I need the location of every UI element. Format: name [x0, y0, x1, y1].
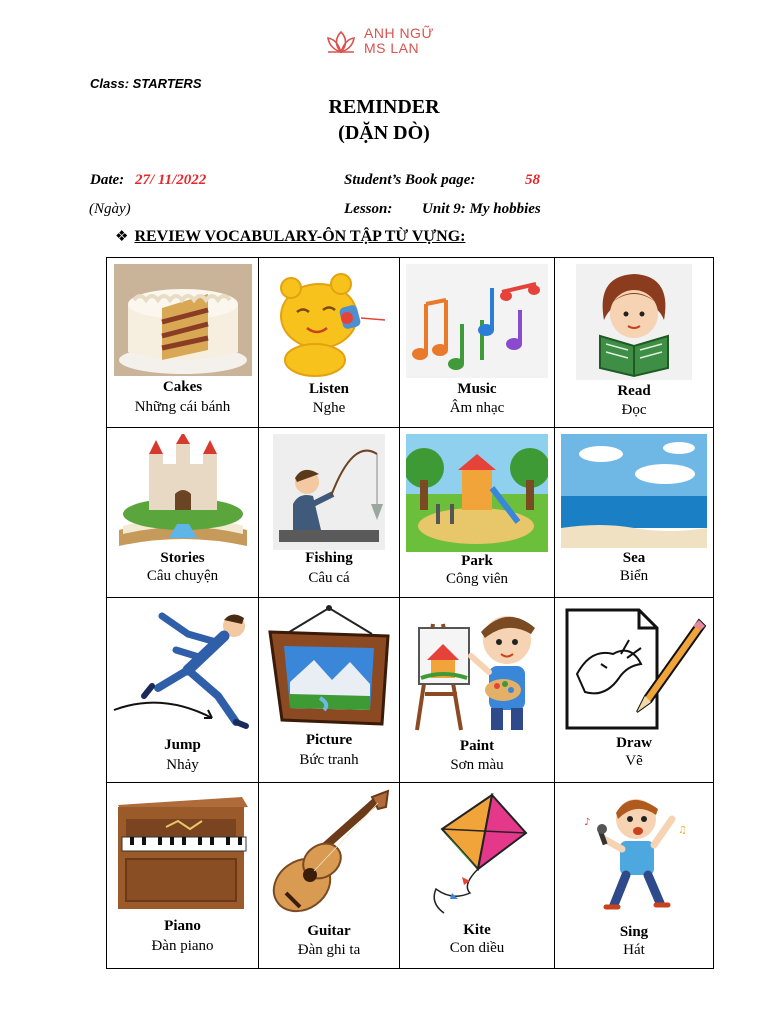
vocab-meaning: Nhảy: [166, 757, 199, 773]
vocabulary-table: [106, 257, 714, 969]
table-row: [107, 428, 714, 598]
vocab-meaning: Câu chuyện: [146, 568, 219, 584]
boy-painting-icon: [407, 604, 547, 736]
vocab-word: Kite: [463, 922, 491, 938]
music-notes-icon: [406, 264, 548, 378]
book-page-label: Student’s Book page:: [344, 172, 476, 188]
lotus-logo-icon: [324, 28, 358, 56]
vocab-cell-kite: [400, 783, 555, 969]
vocab-cell-music: [400, 258, 555, 428]
boy-singing-icon: [574, 789, 694, 919]
table-row: [107, 598, 714, 783]
vocab-cell-sea: [555, 428, 714, 598]
guitar-icon: [264, 789, 394, 919]
piano-icon: [112, 789, 254, 917]
listening-character-icon: [261, 264, 397, 378]
vocab-word: Paint: [459, 738, 495, 754]
svg-text:♫: ♫: [678, 825, 687, 836]
vocab-meaning: Đọc: [621, 402, 647, 418]
vocab-meaning: Biển: [619, 568, 649, 584]
svg-text:♪: ♪: [584, 817, 591, 828]
vocab-cell-picture: [259, 598, 400, 783]
vocab-word: Music: [457, 381, 497, 397]
vocab-meaning: Câu cá: [308, 570, 350, 586]
vocab-cell-stories: [107, 428, 259, 598]
vocab-meaning: Nghe: [312, 400, 346, 416]
man-jumping-icon: [112, 604, 254, 734]
review-heading: [115, 227, 465, 246]
brand-line-1: ANH NGỮ: [364, 25, 434, 41]
storybook-castle-icon: [113, 434, 253, 548]
pencil-drawing-icon: [561, 604, 707, 732]
playground-park-icon: [406, 434, 548, 552]
book-page-value: 58: [525, 172, 540, 188]
vocab-meaning: Những cái bánh: [134, 399, 231, 415]
vocab-cell-read: [555, 258, 714, 428]
vocab-cell-sing: [555, 783, 714, 969]
lesson-label: Lesson:: [344, 201, 393, 217]
vocab-word: Sea: [622, 550, 646, 566]
vocab-cell-guitar: [259, 783, 400, 969]
vocab-cell-cakes: [107, 258, 259, 428]
vocab-cell-listen: [259, 258, 400, 428]
vocab-meaning: Đàn piano: [151, 938, 214, 954]
lesson-value: Unit 9: My hobbies: [422, 201, 541, 217]
brand-logo: [324, 24, 454, 60]
date-label: Date:: [90, 172, 125, 188]
vocab-word: Read: [617, 383, 651, 399]
vocab-meaning: Sơn màu: [450, 757, 504, 773]
boy-fishing-icon: [273, 434, 385, 550]
diamond-bullet-icon: ❖: [115, 227, 129, 245]
vocab-cell-paint: [400, 598, 555, 783]
kite-icon: [422, 789, 532, 915]
vocab-meaning: Đàn ghi ta: [297, 942, 361, 958]
vocab-word: Sing: [619, 924, 649, 940]
vocab-word: Draw: [616, 735, 652, 751]
vocab-cell-park: [400, 428, 555, 598]
vocab-meaning: Bức tranh: [299, 752, 359, 768]
vocab-word: Park: [461, 553, 493, 569]
vocab-meaning: Công viên: [445, 571, 509, 587]
class-label: Class: STARTERS: [90, 76, 202, 91]
vocab-word: Stories: [160, 550, 205, 566]
vocab-cell-fishing: [259, 428, 400, 598]
vocab-word: Cakes: [162, 379, 203, 395]
table-row: [107, 258, 714, 428]
vocab-word: Listen: [308, 381, 349, 397]
vocab-word: Fishing: [305, 550, 353, 566]
title-line-1: REMINDER: [328, 96, 440, 118]
vocab-word: Picture: [305, 732, 353, 748]
girl-reading-book-icon: [576, 264, 692, 380]
cake-icon: [114, 264, 252, 376]
title-line-2: (DẶN DÒ): [338, 122, 430, 144]
vocab-cell-jump: [107, 598, 259, 783]
vocab-meaning: Con diều: [449, 940, 505, 956]
vocab-word: Piano: [164, 918, 201, 934]
vocab-cell-draw: [555, 598, 714, 783]
date-value: 27/ 11/2022: [135, 172, 207, 188]
vocab-word: Guitar: [307, 923, 351, 939]
brand-line-2: MS LAN: [364, 40, 420, 56]
date-vietnamese-label: (Ngày): [89, 201, 131, 217]
vocab-word: Jump: [164, 737, 201, 753]
page-title: [0, 94, 768, 146]
vocab-meaning: Vẽ: [625, 753, 643, 769]
review-heading-text: REVIEW VOCABULARY-ÔN TẬP TỪ VỰNG:: [134, 228, 466, 245]
vocab-cell-piano: [107, 783, 259, 969]
sea-beach-icon: [561, 434, 707, 548]
vocab-meaning: Âm nhạc: [449, 400, 505, 416]
table-row: [107, 783, 714, 969]
framed-picture-icon: [264, 604, 394, 728]
vocab-meaning: Hát: [623, 942, 645, 958]
